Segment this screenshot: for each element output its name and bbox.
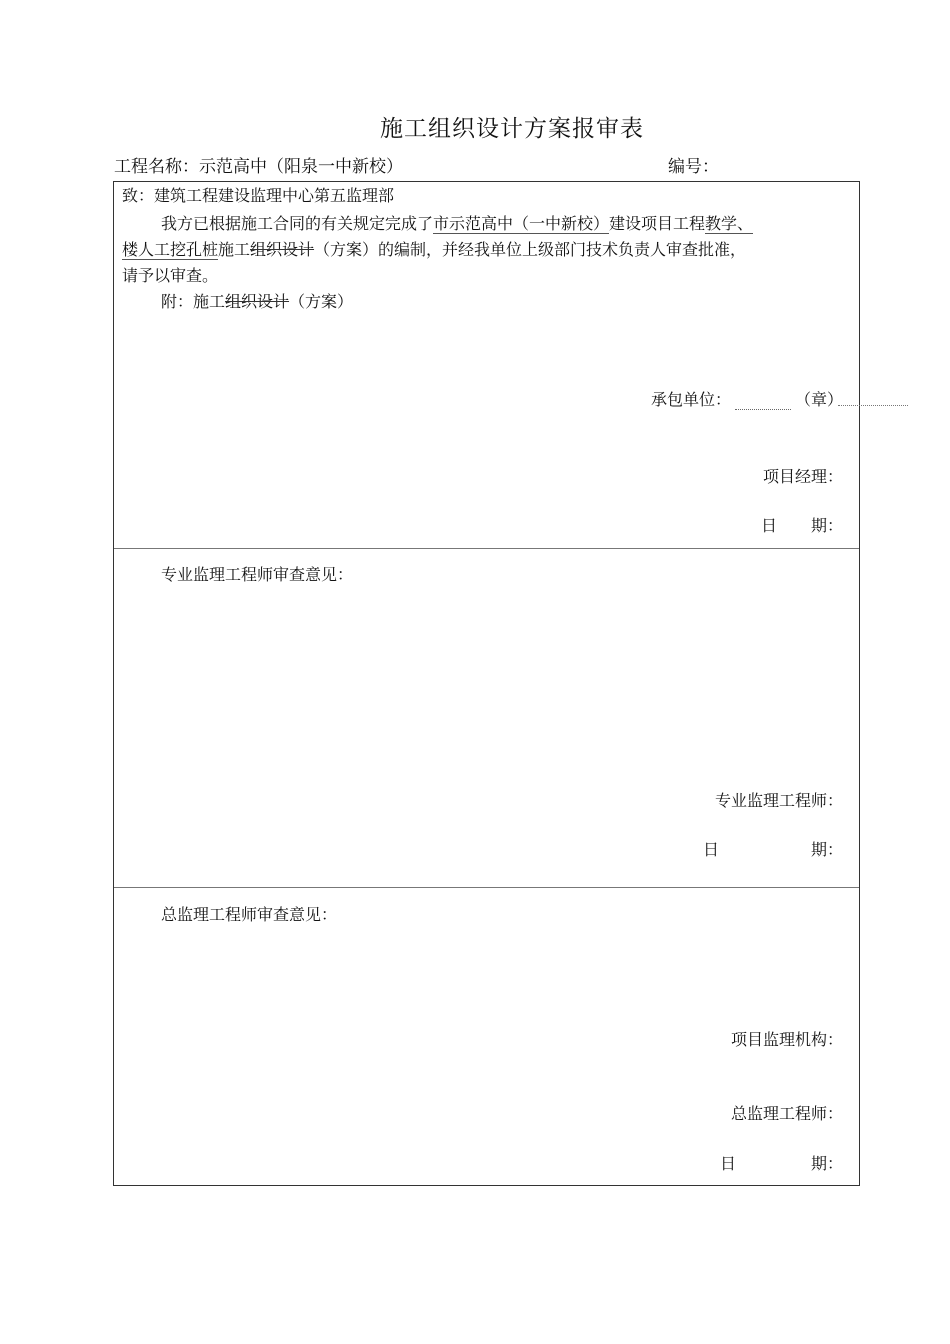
body-doc-b: 组织设计: [250, 240, 315, 259]
body-mid: 建设项目工程: [609, 214, 706, 233]
date-label-a: 日: [719, 1154, 736, 1173]
project-name-label: 工程名称：示范高中（阳泉一中新校）: [114, 157, 403, 177]
date-label-a: 日: [760, 516, 777, 535]
date-line-3: [720, 1151, 843, 1174]
attachment-prefix: 附：施工: [161, 292, 226, 311]
page-title: 施工组织设计方案报审表: [380, 116, 644, 142]
body-sub-item-2: 楼人工挖孔桩: [122, 240, 219, 259]
manager-label: 项目经理：: [762, 467, 843, 486]
body-sub-item: 教学、: [705, 214, 754, 233]
chief-opinion-label: 总监理工程师审查意见：: [161, 905, 338, 924]
body-line-3: 请予以审查。: [122, 266, 219, 285]
addressee-name: 建筑工程建设监理中心第五监理部: [154, 186, 395, 205]
body-suffix: （方案）的编制，并经我单位上级部门技术负责人审查批准，: [314, 240, 747, 259]
form-number-label: 编号：: [668, 157, 719, 177]
contractor-dotted-extension: [838, 405, 908, 406]
chief-review-section: [114, 888, 859, 1185]
approval-form: [113, 181, 860, 1186]
contractor-label: 承包单位：: [650, 390, 731, 409]
attachment-line: [161, 288, 353, 315]
contractor-signature-line: [651, 387, 843, 410]
body-line-1: [161, 210, 753, 237]
date-label-b: 期：: [810, 516, 843, 535]
submission-section: [114, 182, 859, 549]
date-line-1: [761, 513, 843, 536]
specialist-opinion-label: 专业监理工程师审查意见：: [161, 565, 354, 584]
date-label-b: 期：: [810, 840, 843, 859]
specialist-review-section: [114, 549, 859, 888]
specialist-engineer-label: 专业监理工程师：: [714, 791, 843, 810]
body-doc-a: 施工: [218, 240, 251, 259]
contractor-blank[interactable]: [735, 409, 791, 410]
date-line-2: [703, 837, 843, 860]
attachment-struck: 组织设计: [225, 292, 290, 311]
attachment-suffix: （方案）: [289, 292, 354, 311]
supervision-org-label: 项目监理机构：: [730, 1030, 843, 1049]
date-label-a: 日: [702, 840, 719, 859]
chief-engineer-label: 总监理工程师：: [730, 1104, 843, 1123]
addressee-line: [122, 182, 394, 209]
seal-label: （章）: [794, 390, 843, 409]
body-line-2: [122, 236, 746, 263]
body-project-name: 市示范高中（一中新校）: [433, 214, 610, 233]
addressee-prefix: 致：: [122, 186, 155, 205]
body-prefix: 我方已根据施工合同的有关规定完成了: [161, 214, 434, 233]
date-label-b: 期：: [810, 1154, 843, 1173]
